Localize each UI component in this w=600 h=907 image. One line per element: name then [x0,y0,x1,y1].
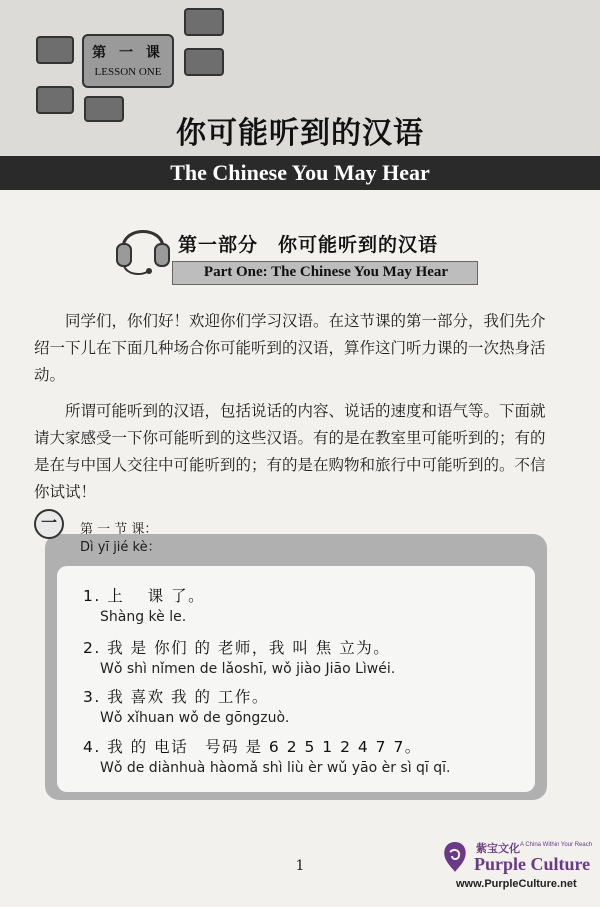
sentence-item [83,584,205,625]
lesson-label-cn: 第 一 课 [92,45,164,61]
sentence-chinese: 3. 我 喜欢 我 的 工作。 [83,688,269,706]
logo-name[interactable]: Purple Culture [474,854,591,874]
headphones-icon [113,214,173,278]
logo-tagline: A China Within Your Reach [520,842,593,848]
sentence-chinese: 1. 上 课 了。 [83,587,206,605]
sentence-item [83,735,451,776]
sentence-pinyin: Wǒ xǐhuan wǒ de gōngzuò. [100,710,290,726]
lesson-label-en: LESSON ONE [94,66,162,78]
part-subtitle: Part One: The Chinese You May Hear [203,264,449,280]
page-title: 你可能听到的汉语 [176,116,424,151]
sentence-item [83,685,289,726]
sentence-pinyin: Wǒ de diànhuà hàomǎ shì liù èr wǔ yāo èr sì qī qī. [100,760,451,776]
part-subtitle-bar [172,261,478,285]
logo-chinese: 紫宝文化 [476,842,520,855]
deco-square [36,36,74,64]
deco-square [184,8,224,36]
logo-url[interactable]: www.PurpleCulture.net [456,878,577,890]
section-number: 一 [34,509,64,539]
page-number: 1 [295,858,305,874]
title-bar [0,156,600,190]
sentence-item [83,636,395,677]
page-title-en: The Chinese You May Hear [170,160,430,185]
lesson-label [82,34,174,88]
sentence-pinyin: Shàng kè le. [100,609,187,625]
sentence-pinyin: Wǒ shì nǐmen de lǎoshī, wǒ jiào Jiāo Lìwéi. [100,661,396,677]
sentence-chinese: 2. 我 是 你们 的 老师，我 叫 焦 立为。 [83,639,391,657]
section-heading-pinyin: Dì yī jié kè： [80,540,161,555]
deco-square [184,48,224,76]
section-heading: 第 一 节 课： [80,522,158,537]
intro-paragraph-1: 同学们，你们好！欢迎你们学习汉语。在这节课的第一部分，我们先介绍一下儿在下面几种场合你可能听到的汉语，算作这门听力课的一次热身活动。 [34,312,546,384]
sentence-chinese: 4. 我 的 电话 号码 是 6 2 5 1 2 4 7 7。 [83,738,422,756]
intro-paragraph-2: 所谓可能听到的汉语，包括说话的内容、说话的速度和语气等。下面就请大家感受一下你可能听到的这些汉语。有的是在教室里可能听到的；有的是在与中国人交往中可能听到的；有的是在购物和旅行中可能听到的。不信你试试！ [34,402,546,501]
part-title: 第一部分 你可能听到的汉语 [178,234,439,256]
purple-culture-logo-icon [440,840,470,874]
